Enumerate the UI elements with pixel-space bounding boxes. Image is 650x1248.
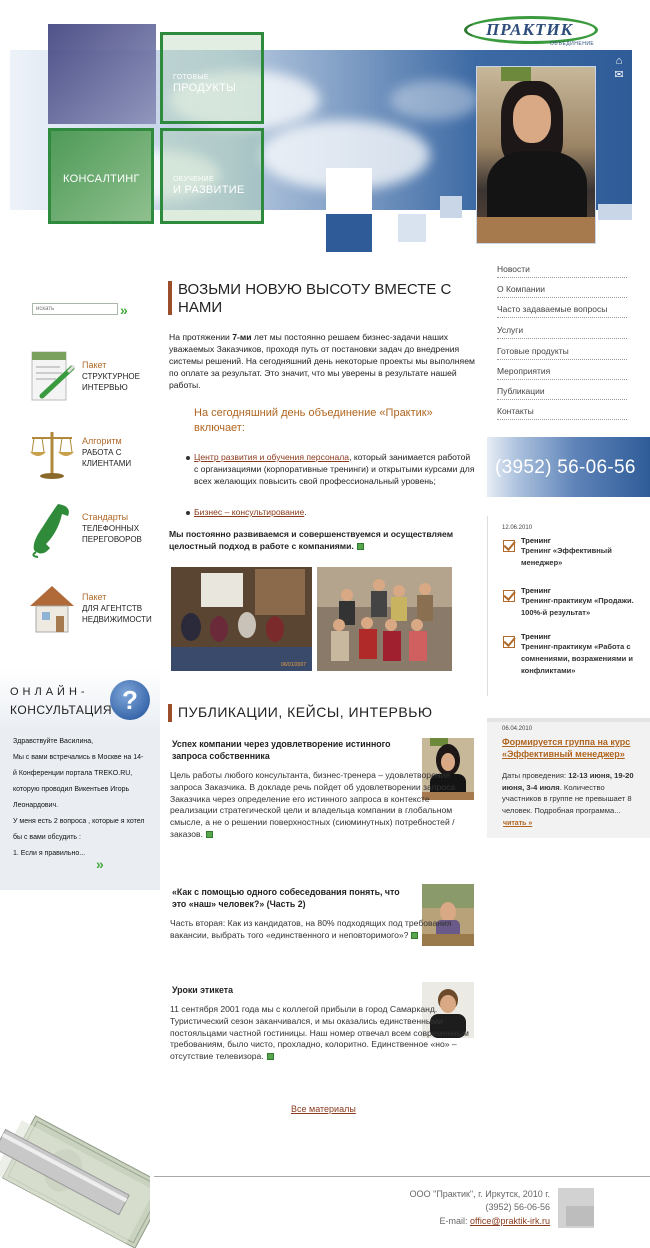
announcement-title-link[interactable]: Формируется группа на курс «Эффективный менеджер» [502, 737, 631, 759]
promo-real-estate[interactable] [28, 582, 158, 642]
event-link[interactable]: Тренинг «Эффективный менеджер» [521, 546, 612, 567]
banner-products-big: ПРОДУКТЫ [173, 82, 237, 94]
consulting-link[interactable]: Бизнес – консультирование [194, 507, 305, 517]
announcement-date: 06.04.2010 [502, 726, 533, 732]
training-photo-1 [171, 567, 312, 671]
check-icon [503, 540, 515, 552]
nav-item-contacts[interactable]: Контакты [497, 406, 627, 420]
bullet-item-1: Центр развития и обучения персонала, который занимается работой с организациями (корпоративные тренинги) и открытыми курсами для всех желающих повысить свой профессиональный уровень; [194, 452, 475, 486]
training-photo-2 [317, 567, 452, 671]
promo-subtitle: СТРУКТУРНОЕ ИНТЕРВЬЮ [82, 372, 140, 392]
money-clip-image [0, 1112, 150, 1248]
bullet-item-2: Бизнес – консультирование. [194, 507, 307, 517]
publication-title-link[interactable]: Успех компании через удовлетворение истинного запроса собственника [172, 739, 391, 761]
highlight-text: На сегодняшний день объединение «Практик» включает: [194, 407, 433, 434]
search-input[interactable]: искать [32, 303, 118, 315]
decor-square [326, 168, 372, 214]
promo-title: Стандарты [82, 512, 129, 522]
banner-education-tile[interactable] [160, 128, 264, 224]
promo-title: Пакет [82, 360, 107, 370]
promo-subtitle: РАБОТА С КЛИЕНТАМИ [82, 448, 132, 468]
logo-name: ПРАКТИК [486, 20, 574, 39]
mail-icon[interactable]: ✉ [614, 69, 624, 81]
consultation-more-icon[interactable]: » [96, 856, 104, 872]
search-go-icon[interactable]: » [120, 302, 128, 318]
more-square-icon[interactable] [357, 543, 364, 550]
decor-square [598, 204, 632, 220]
publication-text: 11 сентября 2001 года мы с коллегой прибыли в город Самарканд. Туристический сезон заканчивался, и мы оказались единственными постояльцами частной гостиницы. Наш номер отвечал всем современным требованиям, было чисто, прохладно, колоритно. Единственное «но» – отсутствие телевизора. [170, 1004, 469, 1062]
event-link[interactable]: Тренинг-практикум «Работа с сомнениями, возражениями и конфликтами» [521, 642, 633, 675]
logo-sub: ОБЪЕДИНЕНИЕ [550, 41, 595, 47]
banner-education-small: ОБУЧЕНИЕ [173, 176, 214, 183]
check-icon [503, 636, 515, 648]
nav-item-services[interactable]: Услуги [497, 325, 627, 339]
publications-title: ПУБЛИКАЦИИ, КЕЙСЫ, ИНТЕРВЬЮ [178, 704, 433, 720]
nav-item-products[interactable]: Готовые продукты [497, 346, 627, 360]
header-banner [0, 0, 650, 255]
decor-square [398, 214, 426, 242]
more-square-icon[interactable] [267, 1053, 274, 1060]
check-icon [503, 590, 515, 602]
footer-decor-square [566, 1206, 594, 1226]
bullet [186, 456, 190, 460]
footer-divider [154, 1176, 650, 1177]
banner-education-big: И РАЗВИТИЕ [173, 184, 245, 196]
footer-company: ООО "Практик", г. Иркутск, 2010 г. [409, 1189, 550, 1199]
event-link[interactable]: Тренинг-практикум «Продажи. 100%-й результат» [521, 596, 634, 617]
all-materials-link[interactable]: Все материалы [291, 1104, 356, 1114]
event-kind: Тренинг [521, 632, 551, 641]
photo-date: 06/01/2007 [281, 662, 307, 668]
phone-banner [487, 437, 650, 497]
footer-phone: (3952) 56-06-56 [485, 1202, 550, 1212]
nav-item-about[interactable]: О Компании [497, 284, 627, 298]
promo-title: Пакет [82, 592, 107, 602]
event-kind: Тренинг [521, 586, 551, 595]
page-title: ВОЗЬМИ НОВУЮ ВЫСОТУ ВМЕСТЕ С НАМИ [178, 281, 452, 316]
online-consultation-panel[interactable] [0, 668, 160, 890]
events-date: 12.06.2010 [502, 525, 533, 531]
statue-tile [48, 24, 156, 124]
promo-client-algorithm[interactable] [28, 426, 158, 486]
bullet [186, 511, 190, 515]
intro-paragraph: На протяжении 7-ми лет мы постоянно решаем бизнес-задачи наших уважаемых Заказчиков, проходя путь от постановки задач до внедрения системы решений. На сегодняшний день некоторые проекты мы выполняем по оплате за результат. Это значит, что мы уверены в результате нашей работы. [169, 332, 475, 390]
event-kind: Тренинг [521, 536, 551, 545]
nav-item-news[interactable]: Новости [497, 264, 627, 278]
contract-pen-icon [28, 350, 76, 406]
nav-item-publications[interactable]: Публикации [497, 386, 627, 400]
home-icon[interactable]: ⌂ [615, 55, 623, 67]
closing-paragraph: Мы постоянно развиваемся и совершенствуемся и осуществляем целостный подход в работе с компаниями. [169, 529, 454, 551]
consultation-message: Здравствуйте Василина, Мы с вами встречались в Москве на 14-й Конференции портала TREKO.RU, которую проводил Викентьев Игорь Леонардович. У меня есть 2 вопроса , которые я хотел бы с вами обсудить : 1. Если я правильно... [13, 738, 145, 857]
read-more-link[interactable]: читать » [503, 820, 533, 827]
decor-square [440, 196, 462, 218]
promo-subtitle: ДЛЯ АГЕНТСТВ НЕДВИЖИМОСТИ [82, 604, 152, 624]
publication-title-link[interactable]: «Как с помощью одного собеседования понять, что это «наш» человек?» (Часть 2) [172, 887, 400, 909]
title-accent-bar [168, 281, 172, 315]
promo-title: Алгоритм [82, 436, 122, 446]
decor-square [372, 214, 398, 240]
decor-square [326, 214, 372, 252]
banner-products-small: ГОТОВЫЕ [173, 74, 209, 81]
house-icon [28, 582, 76, 638]
phone-handset-icon [28, 502, 76, 558]
title-accent-bar [168, 704, 172, 722]
publication-title-link[interactable]: Уроки этикета [172, 985, 233, 995]
banner-consulting-label: КОНСАЛТИНГ [63, 173, 140, 185]
nav-item-events[interactable]: Мероприятия [497, 366, 627, 380]
more-square-icon[interactable] [411, 932, 418, 939]
promo-phone-standards[interactable] [28, 502, 158, 562]
promo-structured-interview[interactable] [28, 350, 158, 410]
promo-subtitle: ТЕЛЕФОННЫХ ПЕРЕГОВОРОВ [82, 524, 142, 544]
banner-products-tile[interactable] [160, 32, 264, 124]
footer-email-row: E-mail: office@praktik-irk.ru [439, 1216, 550, 1226]
announcement-text: Даты проведения: 12-13 июня, 19-20 июня, 3-4 июля. Количество участников в группе не превышает 8 человек. Подробная программа... [502, 771, 634, 815]
footer-email-link[interactable]: office@praktik-irk.ru [470, 1216, 550, 1226]
consultation-title-2: КОНСУЛЬТАЦИЯ [10, 703, 112, 717]
phone-number: (3952) 56-06-56 [495, 457, 636, 478]
training-center-link[interactable]: Центр развития и обучения персонала [194, 452, 350, 462]
consultation-title-1: ОНЛАЙН- [10, 686, 89, 698]
banner-consulting-tile[interactable] [48, 128, 154, 224]
company-logo[interactable] [464, 12, 598, 46]
more-square-icon[interactable] [206, 831, 213, 838]
scales-icon [28, 426, 76, 482]
publication-text: Часть вторая: Как из кандидатов, на 80% подходящих под требования вакансии, выбрать того «единственного и неповторимого»? [170, 918, 452, 940]
nav-item-faq[interactable]: Часто задаваемые вопросы [497, 304, 627, 318]
header-portrait-photo [476, 66, 596, 244]
publication-text: Цель работы любого консультанта, бизнес-тренера – удовлетворение запроса Заказчика. В докладе речь пойдет об удовлетворении запроса Заказчика через определение его истинного запроса в контексте реализации стратегической цели и владельца компании в глобальном смысле, а не о решении поверхностных (сиюминутных) потребностей / заказов. [170, 770, 456, 839]
question-mark-icon: ? [110, 680, 150, 720]
